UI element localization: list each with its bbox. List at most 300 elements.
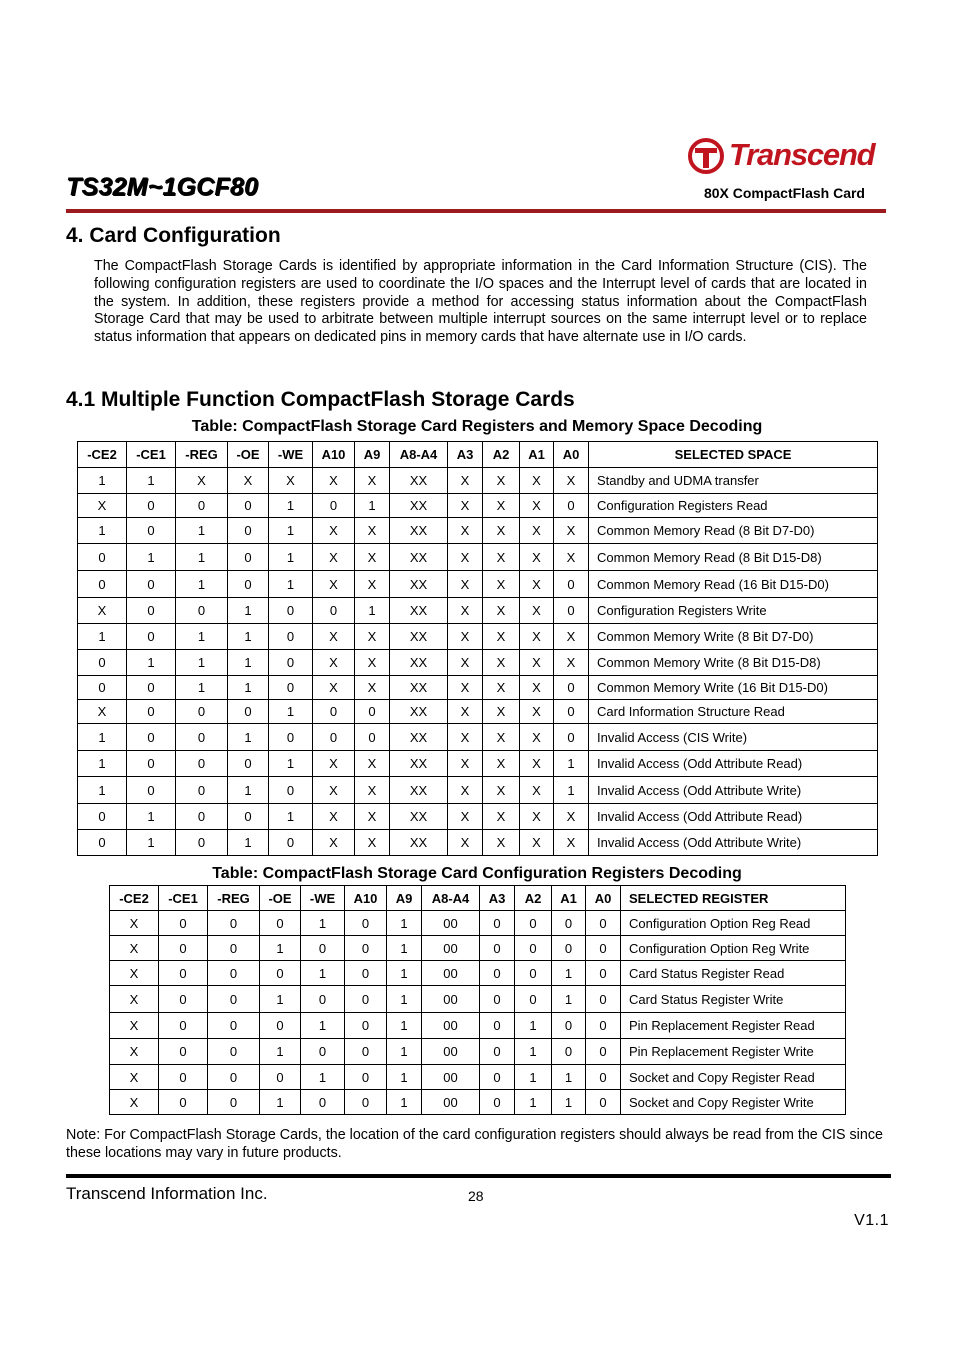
column-header: -WE [301,886,345,911]
table-row [78,544,878,571]
section-title: 4. Card Configuration [66,224,281,247]
table-cell: 0 [127,518,176,544]
table-cell: 0 [260,961,301,986]
table-cell: X [520,494,554,518]
table-cell: 1 [387,1039,422,1065]
transcend-logo-icon [687,136,729,176]
table-cell: 0 [355,700,390,724]
table-cell: 1 [78,624,127,650]
table-cell: 0 [228,518,269,544]
table-cell: X [520,676,554,700]
table-cell: 0 [228,804,269,830]
table-cell: X [520,571,554,598]
table-cell: X [520,468,554,494]
table-cell: XX [390,518,448,544]
table-cell: 0 [313,598,355,624]
table-cell: 0 [208,961,260,986]
table-cell: 1 [127,804,176,830]
product-title: TS32M~1GCF80 [66,173,259,201]
version-label: V1.1 [854,1212,889,1229]
table-cell: X [483,571,520,598]
row-description: Invalid Access (Odd Attribute Read) [589,804,878,830]
row-description: Standby and UDMA transfer [589,468,878,494]
table-cell: X [355,624,390,650]
table-cell: X [448,650,483,676]
table-cell: X [110,961,159,986]
column-header: -REG [208,886,260,911]
table-cell: 1 [78,777,127,804]
table-cell: X [355,676,390,700]
table-cell: 0 [554,598,589,624]
table-cell: 00 [422,1090,480,1115]
table-cell: 0 [586,911,621,936]
table-cell: 0 [515,961,552,986]
table-cell: 1 [515,1039,552,1065]
row-description: Common Memory Write (8 Bit D7-D0) [589,624,878,650]
table-cell: 1 [78,468,127,494]
table-cell: X [554,650,589,676]
table-cell: 1 [176,571,228,598]
table-cell: X [355,804,390,830]
table-cell: 00 [422,1065,480,1090]
table-cell: X [483,544,520,571]
column-header: -CE2 [110,886,159,911]
table-cell: X [355,830,390,856]
table-row [110,1039,846,1065]
table-cell: 1 [387,1090,422,1115]
table-cell: 1 [228,650,269,676]
table-cell: X [520,650,554,676]
table-cell: 0 [301,936,345,961]
table-cell: XX [390,494,448,518]
table-cell: X [483,751,520,777]
column-header: A1 [520,442,554,468]
footnote: Note: For CompactFlash Storage Cards, the location of the card configuration registers should always be read from the CIS since these locations may vary in future products. [66,1127,883,1161]
table-cell: 0 [269,777,313,804]
table-cell: X [110,936,159,961]
table-cell: X [110,911,159,936]
table-row [78,830,878,856]
table-cell: 0 [127,700,176,724]
table-cell: 0 [159,1065,208,1090]
table-cell: 1 [127,468,176,494]
table-cell: 1 [387,936,422,961]
table-cell: 1 [260,936,301,961]
table-cell: 0 [313,700,355,724]
row-description: Common Memory Read (8 Bit D7-D0) [589,518,878,544]
row-description: Common Memory Read (8 Bit D15-D8) [589,544,878,571]
table-cell: 1 [552,986,586,1013]
table-cell: 1 [387,961,422,986]
table-cell: 1 [228,830,269,856]
table-cell: X [355,650,390,676]
table-cell: 0 [269,676,313,700]
table-row [78,598,878,624]
table-cell: X [448,777,483,804]
table-cell: 0 [586,936,621,961]
table-cell: 1 [515,1013,552,1039]
table-cell: 1 [301,1013,345,1039]
table-cell: 0 [515,911,552,936]
table-cell: 1 [127,544,176,571]
table-cell: 1 [355,598,390,624]
table-cell: 1 [260,1090,301,1115]
table-cell: 0 [480,1039,515,1065]
brand-wordmark: Transcend [729,137,875,172]
table-cell: XX [390,751,448,777]
table-cell: 0 [301,986,345,1013]
table-cell: 0 [345,1013,387,1039]
table-cell: X [448,700,483,724]
table-cell: XX [390,724,448,751]
column-header: A9 [355,442,390,468]
table-row [78,676,878,700]
row-description: Pin Replacement Register Read [621,1013,846,1039]
table-row [78,624,878,650]
table-cell: 0 [480,961,515,986]
table-cell: 1 [269,700,313,724]
table-cell: 0 [228,571,269,598]
table-cell: 0 [127,494,176,518]
table-cell: X [520,751,554,777]
table-cell: X [554,830,589,856]
column-header: -OE [228,442,269,468]
column-header: A3 [480,886,515,911]
table-cell: X [110,1039,159,1065]
column-header: A2 [515,886,552,911]
table-cell: X [448,544,483,571]
row-description: Configuration Option Reg Write [621,936,846,961]
column-header: -WE [269,442,313,468]
table-cell: 1 [515,1065,552,1090]
table-cell: 1 [387,1065,422,1090]
table-cell: 0 [260,1065,301,1090]
table-cell: 1 [176,518,228,544]
table-cell: 0 [159,911,208,936]
table-cell: 0 [208,1090,260,1115]
table-cell: 0 [313,494,355,518]
table-cell: X [110,1013,159,1039]
table-cell: XX [390,676,448,700]
table-cell: X [313,650,355,676]
table-cell: 0 [554,494,589,518]
table-cell: 0 [159,936,208,961]
column-header: A10 [313,442,355,468]
table-cell: 0 [480,936,515,961]
table-cell: 0 [269,650,313,676]
table-cell: 0 [515,986,552,1013]
table-cell: 1 [355,494,390,518]
table-cell: 0 [345,1039,387,1065]
table-cell: X [110,1065,159,1090]
table-cell: 1 [269,518,313,544]
table-row [78,804,878,830]
table-cell: 0 [127,571,176,598]
table-cell: 1 [387,1013,422,1039]
table-cell: 1 [269,751,313,777]
table-cell: 1 [301,961,345,986]
table-cell: X [313,544,355,571]
table-cell: X [554,624,589,650]
column-header: -REG [176,442,228,468]
table-cell: X [448,751,483,777]
table-cell: X [448,724,483,751]
table-cell: 1 [228,676,269,700]
table-cell: 0 [127,624,176,650]
memory-space-table-wrap [77,441,878,856]
table-cell: X [313,468,355,494]
table-cell: XX [390,468,448,494]
row-description: Common Memory Write (8 Bit D15-D8) [589,650,878,676]
table-cell: X [313,624,355,650]
table-cell: 0 [208,1039,260,1065]
table-cell: X [78,494,127,518]
table-cell: 00 [422,936,480,961]
table-cell: 1 [176,676,228,700]
table-row [78,724,878,751]
table-cell: X [448,571,483,598]
table-cell: 0 [345,1065,387,1090]
table-cell: 1 [176,624,228,650]
row-description: Invalid Access (CIS Write) [589,724,878,751]
table-cell: X [554,468,589,494]
table-cell: 1 [552,1065,586,1090]
column-header: -OE [260,886,301,911]
intro-paragraph: The CompactFlash Storage Cards is identified by appropriate information in the Card Information Structure (CIS). The following configuration registers are used to coordinate the I/O spaces and the Interrupt level of cards that are located in the system. In addition, these registers provide a method for accessing status information about the CompactFlash Storage Card that may be used to arbitrate between multiple interrupt sources on the same interrupt level or to replace status information that appears on dedicated pins in memory cards that have alternate use in I/O cards. [94,258,867,346]
table-cell: X [313,751,355,777]
table-cell: 1 [127,830,176,856]
table-cell: 0 [228,751,269,777]
row-description: Card Status Register Write [621,986,846,1013]
table-cell: 0 [552,911,586,936]
table-cell: 0 [515,936,552,961]
table-cell: XX [390,700,448,724]
table-cell: X [483,650,520,676]
column-header: A3 [448,442,483,468]
table-cell: 00 [422,1013,480,1039]
table-cell: 0 [554,676,589,700]
table-cell: 0 [127,676,176,700]
table-cell: XX [390,650,448,676]
table-row [78,777,878,804]
table-cell: 0 [345,1090,387,1115]
table-cell: 0 [159,961,208,986]
table-cell: 1 [260,1039,301,1065]
table1-caption: Table: CompactFlash Storage Card Registers and Memory Space Decoding [191,418,763,435]
table-cell: 1 [269,571,313,598]
table-cell: X [448,624,483,650]
table-row [78,518,878,544]
row-description: Configuration Registers Read [589,494,878,518]
table-cell: 0 [480,1013,515,1039]
table-row [78,751,878,777]
column-header: A9 [387,886,422,911]
table-cell: 00 [422,986,480,1013]
table-cell: 0 [345,961,387,986]
table-cell: X [483,724,520,751]
table-cell: X [483,804,520,830]
table-cell: 1 [387,986,422,1013]
table-cell: 0 [127,777,176,804]
transcend-logo [687,136,887,176]
table-cell: X [313,830,355,856]
table-cell: 1 [176,650,228,676]
table-cell: X [269,468,313,494]
table-cell: X [355,777,390,804]
table-cell: X [554,518,589,544]
page-number: 28 [468,1188,484,1204]
table-cell: 0 [78,676,127,700]
table-cell: 0 [269,724,313,751]
row-description: Common Memory Write (16 Bit D15-D0) [589,676,878,700]
table-cell: XX [390,544,448,571]
table-cell: 1 [228,777,269,804]
product-subtitle: 80X CompactFlash Card [703,185,865,201]
footer-company: Transcend Information Inc. [66,1184,268,1203]
row-description: Configuration Option Reg Read [621,911,846,936]
table-cell: X [448,494,483,518]
table-row [78,571,878,598]
table-cell: 0 [480,1090,515,1115]
table-cell: 0 [78,804,127,830]
row-description: Socket and Copy Register Write [621,1090,846,1115]
table-row [78,468,878,494]
table-cell: 0 [228,494,269,518]
config-registers-decoding-table [109,885,846,1115]
table-cell: X [448,598,483,624]
row-description: Configuration Registers Write [589,598,878,624]
table-cell: 1 [127,650,176,676]
table-cell: 0 [301,1090,345,1115]
table-cell: 0 [159,1013,208,1039]
table-cell: 0 [127,751,176,777]
table-cell: 0 [586,1039,621,1065]
row-description: Card Information Structure Read [589,700,878,724]
table-cell: X [520,830,554,856]
row-description: Invalid Access (Odd Attribute Read) [589,751,878,777]
table-cell: X [176,468,228,494]
table-cell: 1 [78,751,127,777]
column-header: A2 [483,442,520,468]
table-row [78,700,878,724]
table-cell: 0 [159,1090,208,1115]
row-description: Common Memory Read (16 Bit D15-D0) [589,571,878,598]
table-cell: 0 [228,544,269,571]
table-cell: 0 [176,830,228,856]
table-cell: X [520,700,554,724]
table-cell: 0 [208,911,260,936]
table-cell: X [313,676,355,700]
table-cell: 0 [552,936,586,961]
table-cell: X [110,1090,159,1115]
table-cell: 0 [78,650,127,676]
table-cell: 0 [586,1013,621,1039]
table-cell: 0 [554,700,589,724]
table-cell: X [554,544,589,571]
column-header: A10 [345,886,387,911]
table-cell: XX [390,571,448,598]
column-header: A8-A4 [422,886,480,911]
table-cell: 0 [78,544,127,571]
table-cell: X [313,571,355,598]
table-cell: X [520,518,554,544]
table-cell: 1 [228,724,269,751]
table-cell: 0 [78,830,127,856]
table-cell: 0 [345,936,387,961]
table-cell: 00 [422,911,480,936]
row-description: Invalid Access (Odd Attribute Write) [589,830,878,856]
table-cell: X [313,804,355,830]
column-header: -CE1 [127,442,176,468]
table-cell: 0 [176,724,228,751]
row-description: Socket and Copy Register Read [621,1065,846,1090]
table-cell: 1 [176,544,228,571]
memory-space-decoding-table [77,441,878,856]
table-cell: XX [390,624,448,650]
table-cell: X [448,468,483,494]
table-cell: 0 [208,1013,260,1039]
header-rule [66,209,886,213]
column-header: -CE1 [159,886,208,911]
table-cell: X [520,804,554,830]
table-cell: XX [390,830,448,856]
table-row [110,1065,846,1090]
table-cell: 1 [552,1090,586,1115]
table-row [110,936,846,961]
row-description: Card Status Register Read [621,961,846,986]
table-cell: X [520,624,554,650]
table-cell: 0 [345,986,387,1013]
table-cell: X [355,518,390,544]
table-cell: X [313,518,355,544]
table-cell: 0 [159,1039,208,1065]
table-cell: 0 [269,598,313,624]
table-cell: 0 [176,751,228,777]
table-cell: X [355,751,390,777]
column-header: A0 [586,886,621,911]
table-cell: X [483,468,520,494]
table-cell: 0 [586,1090,621,1115]
table-row [78,650,878,676]
table-cell: 1 [228,624,269,650]
table-cell: X [78,598,127,624]
table-cell: XX [390,598,448,624]
table-cell: 0 [176,777,228,804]
table-cell: 0 [586,961,621,986]
table-cell: 1 [554,777,589,804]
table-cell: X [520,598,554,624]
table-cell: X [355,571,390,598]
table-cell: X [483,518,520,544]
table-cell: X [554,804,589,830]
table-cell: X [110,986,159,1013]
table-cell: X [483,777,520,804]
table-cell: XX [390,777,448,804]
table-cell: 0 [269,830,313,856]
table-cell: 0 [208,986,260,1013]
table-cell: 1 [228,598,269,624]
table-cell: 1 [387,911,422,936]
table-cell: XX [390,804,448,830]
table-cell: 1 [269,804,313,830]
table-cell: 1 [515,1090,552,1115]
table-row [110,1013,846,1039]
table-cell: X [448,676,483,700]
column-header: SELECTED REGISTER [621,886,846,911]
table-row [78,494,878,518]
config-registers-table-wrap [109,885,846,1115]
table-cell: 1 [260,986,301,1013]
